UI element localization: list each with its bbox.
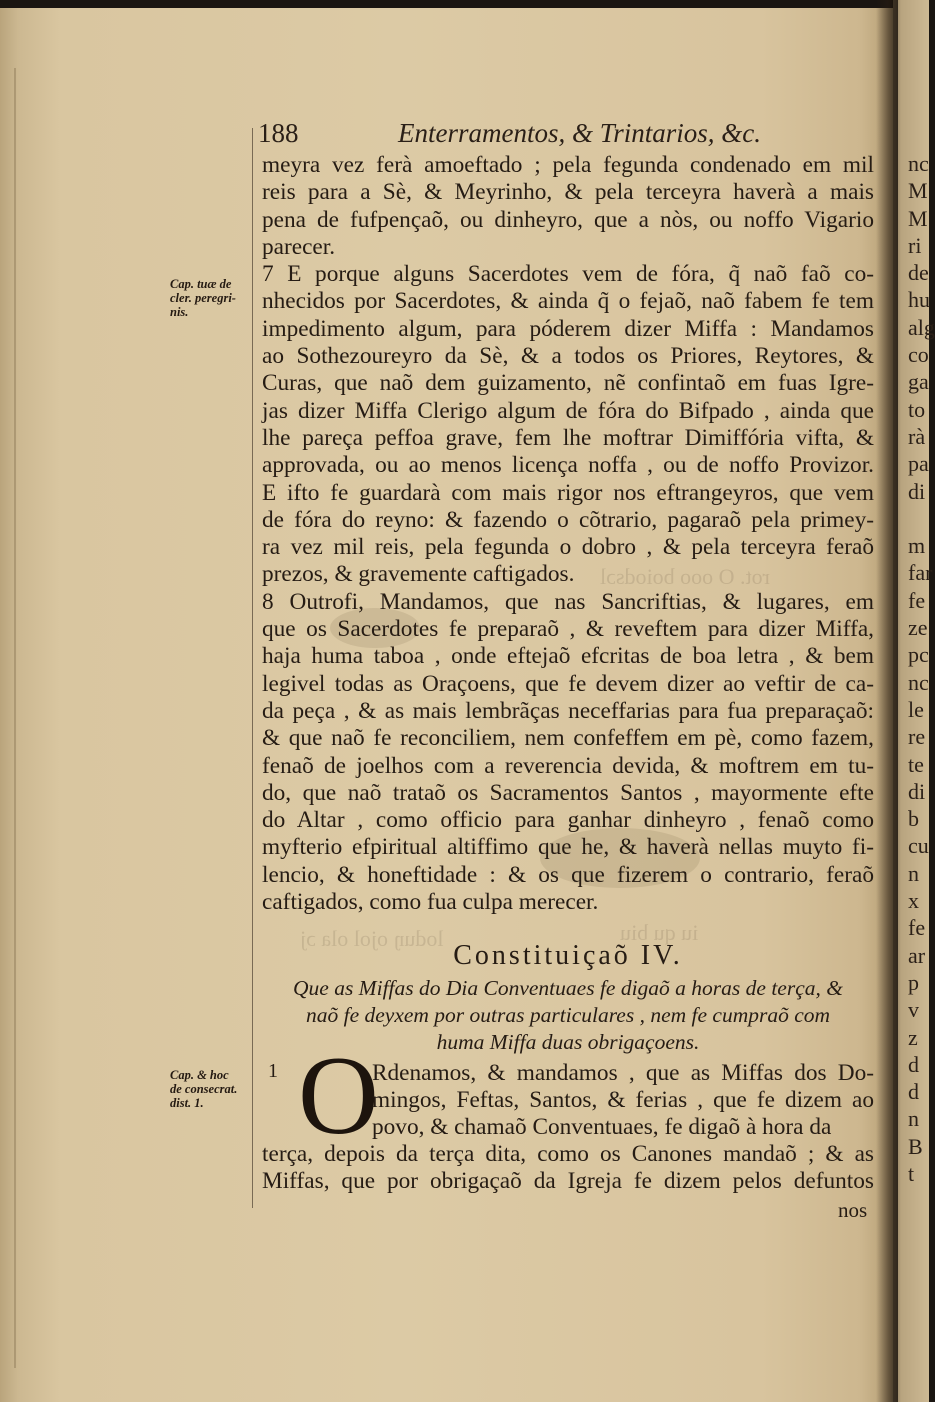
page-edge-shadow [14, 68, 16, 1368]
margin-note-line: dist. 1. [170, 1096, 204, 1110]
subtitle-line: Que as Miffas do Dia Conventuaes fe digaõ a horas de terça, & [293, 976, 843, 1000]
text-line: da peça , & as mais lembrãças neceffarias para fua preparaçaõ: [262, 697, 874, 724]
facing-page-fragment: n [908, 1106, 919, 1132]
text-line: caftigados, como fua culpa merecer. [262, 889, 599, 916]
text-line: parecer. [262, 233, 336, 260]
margin-note-line: nis. [170, 305, 189, 319]
text-line: prezos, & gravemente caftigados. [262, 561, 575, 588]
facing-page-fragment: far [908, 560, 933, 586]
text-line: Rdenamos, & mandamos , que as Miffas dos Do- [372, 1060, 874, 1086]
facing-page-fragment: cu [908, 833, 929, 859]
facing-page-fragment: hu [908, 287, 930, 313]
text-line: meyra vez ferà amoeftado ; pela fegunda condenado em mil [262, 152, 874, 178]
text-line: pena de fufpençaõ, ou dinheyro, que a nòs, ou noffo Vigario [262, 206, 874, 233]
facing-page-fragment: alg [908, 314, 935, 340]
show-through-text: loduŋ ojol ola ɔj [300, 926, 444, 951]
facing-page-fragment: ri [908, 232, 922, 258]
text-line: terça, depois da terça dita, como os Canones mandaõ ; & as [262, 1141, 874, 1167]
show-through-text: iu qu biu [620, 920, 699, 945]
text-line: haja huma taboa , onde eftejaõ efcritas de boa letra , & bem [262, 643, 874, 670]
page-header [258, 118, 873, 152]
facing-page-fragment: d [908, 1051, 919, 1077]
text-line: E ifto fe guardarà com mais rigor nos eftrangeyros, que vem [262, 479, 874, 506]
book-gutter [876, 0, 898, 1402]
text-line: do Altar , como officio para ganhar dinheyro , fenaõ como [262, 807, 874, 834]
subtitle-line: naõ fe deyxem por outras particulares , nem fe cumpraõ com [305, 1003, 831, 1027]
text-line: fenaõ de joelhos com a reverencia devida, & moftrem em tu- [262, 752, 874, 779]
facing-page-fragment: ze [908, 615, 928, 641]
text-line: Curas, que naõ dem guizamento, nẽ confintaõ em fuas Igre- [262, 370, 874, 397]
running-head: Enterramentos, & Trintarios, &c. [398, 118, 762, 148]
margin-note-2 [170, 1068, 252, 1110]
facing-page-fragment: te [908, 751, 924, 777]
facing-page-fragment: co [908, 342, 929, 368]
facing-page-text [908, 150, 935, 1187]
facing-page-fragment: p [908, 969, 919, 995]
text-line: do, que naõ trataõ os Sacramentos Santos , mayormente efte [262, 779, 874, 806]
text-line: mingos, Feftas, Santos, & ferias , que fe dizem ao [372, 1087, 874, 1113]
facing-page-fragment: b [908, 806, 919, 832]
facing-page-fragment: re [908, 724, 926, 750]
facing-page-fragment: to [908, 396, 926, 422]
facing-page-fragment: B [908, 1133, 923, 1159]
facing-page-fragment: ar [908, 942, 926, 968]
catchword: nos [838, 1198, 868, 1222]
margin-rule [252, 128, 253, 1208]
margin-note-line: Cap. & hoc [170, 1068, 229, 1082]
facing-page-fragment: x [908, 888, 919, 914]
facing-page-fragment: di [908, 478, 926, 504]
text-line: Miffas, que por obrigaçaõ da Igreja fe dizem pelos defuntos [262, 1168, 874, 1194]
text-line: legivel todas as Oraçoens, que fe devem dizer ao veftir de ca- [262, 670, 874, 697]
show-through-text: rot. O ooo boiodsɔl [600, 564, 770, 589]
facing-page-fragment: nc [908, 669, 929, 695]
facing-page-fragment: di [908, 778, 926, 804]
facing-page-fragment: pc [908, 642, 929, 668]
text-line: ao Sothezoureyro da Sè, & a todos os Priores, Reytores, & [262, 343, 874, 370]
margin-note-line: cler. peregri- [170, 291, 236, 305]
text-line: approvada, ou ao menos licença noffa , ou de noffo Provizor. [262, 452, 874, 479]
text-line: reis para a Sè, & Meyrinho, & pela terceyra haverà a mais [262, 179, 874, 206]
facing-page-fragment: d [908, 1079, 919, 1105]
facing-page-fragment: fe [908, 587, 926, 613]
facing-page-fragment: M [908, 178, 928, 204]
text-line [262, 1114, 874, 1141]
text-line: nhecidos por Sacerdotes, & ainda q̃ o fejaõ, naõ fabem fe tem [262, 288, 874, 315]
text-line: lhe pareça peffoa grave, fem lhe moftrar Dimiffória vifta, & [262, 424, 874, 451]
facing-page-fragment: nc [908, 151, 929, 176]
facing-page-fragment: rà [908, 423, 926, 449]
facing-page-fragment: v [908, 997, 919, 1023]
margin-note-line: de consecrat. [170, 1082, 238, 1096]
text-line: lencio, & honeftidade : & os que fizerem o contrario, feraõ [262, 861, 874, 888]
drop-cap: O [298, 1034, 379, 1158]
facing-page-fragment: ga [908, 369, 929, 395]
subtitle-line: huma Miffa duas obrigaçoens. [436, 1030, 700, 1054]
facing-page-fragment: z [908, 1024, 918, 1050]
facing-page-fragment: m [908, 533, 926, 559]
facing-page-fragment: de [908, 260, 929, 286]
text-line: 7 E porque alguns Sacerdotes vem de fóra, q̃ naõ faõ co- [262, 261, 874, 288]
text-line: de fóra do reyno: & fazendo o cõtrario, pagaraõ pela primey- [262, 506, 874, 533]
page-number: 188 [258, 118, 299, 148]
facing-page-fragment: le [908, 696, 924, 722]
text-line: 8 Outrofi, Mandamos, que nas Sancriftias, & lugares, em [262, 588, 874, 615]
text-line: ra vez mil reis, pela fegunda o dobro , & pela terceyra feraõ [262, 534, 874, 561]
text-line-content: povo, & chamaõ Conventuaes, fe digaõ à hora da [372, 1114, 832, 1140]
margin-note-1 [170, 277, 252, 319]
body-text [262, 152, 874, 916]
facing-page-fragment [908, 505, 935, 532]
text-line: que os Sacerdotes fe preparaõ , & reveftem para dizer Miffa, [262, 616, 874, 643]
margin-note-line: Cap. tuæ de [170, 277, 232, 291]
facing-page-fragment: n [908, 860, 919, 886]
paragraph-number: 1 [268, 1060, 278, 1082]
text-line: jas dizer Miffa Clerigo algum de fóra do Bifpado , ainda que [262, 397, 874, 424]
text-line: & que naõ fe reconciliem, nem confeffem em pè, como fazem, [262, 725, 874, 752]
facing-page-fragment: M [908, 205, 928, 231]
facing-page-fragment: t [908, 1160, 915, 1186]
section-heading: Constituiçaõ IV. [453, 940, 683, 971]
facing-page-fragment: fe [908, 915, 926, 941]
facing-page-fragment: pa [908, 451, 929, 477]
text-line: impedimento algum, para póderem dizer Miffa : Mandamos [262, 315, 874, 342]
text-line: myfterio efpiritual altiffimo que he, & haverà nellas muyto fi- [262, 834, 874, 861]
